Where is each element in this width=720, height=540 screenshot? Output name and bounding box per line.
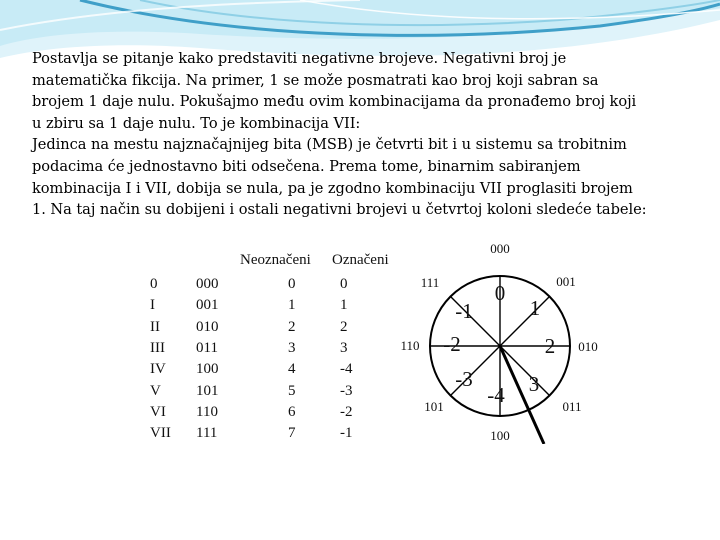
- wheel-code-label: 101: [424, 399, 444, 414]
- paragraph-line: 1. Na taj način su dobijeni i ostali negativni brojevi u četvrtoj koloni sledeće tabele:: [32, 201, 647, 219]
- unsigned-value-cell: 2: [288, 318, 296, 335]
- paragraph-line: u zbiru sa 1 daje nulu. To je kombinacija VII:: [32, 114, 361, 132]
- unsigned-value-cell: 7: [288, 425, 296, 442]
- signed-value-cell: -3: [340, 382, 353, 399]
- bits-cell: 100: [196, 361, 219, 378]
- unsigned-value-cell: 0: [288, 276, 296, 292]
- wheel-number-label: -3: [455, 367, 473, 391]
- wheel-number-label: -1: [455, 299, 473, 323]
- bits-cell: 011: [196, 339, 218, 356]
- unsigned-value-cell: 3: [288, 339, 296, 356]
- signed-value-cell: 2: [340, 318, 348, 335]
- wheel-number-label: 1: [529, 296, 541, 320]
- unsigned-value-cell: 4: [288, 361, 296, 378]
- combination-cell: II: [150, 318, 160, 335]
- wheel-number-label: 2: [544, 334, 556, 358]
- signed-value-cell: 3: [340, 339, 348, 356]
- paragraph-line: matematička fikcija. Na primer, 1 se može posmatrati kao broj koji sabran sa: [32, 71, 599, 89]
- wheel-code-label: 110: [400, 338, 420, 353]
- wheel-code-label: 011: [562, 399, 582, 414]
- wheel-code-label: 001: [556, 274, 576, 289]
- combination-cell: IV: [150, 361, 166, 378]
- signed-value-cell: -1: [340, 425, 353, 442]
- combination-cell: VII: [150, 425, 171, 442]
- signed-value-cell: 1: [340, 297, 348, 314]
- unsigned-value-cell: 1: [288, 297, 296, 314]
- paragraph-line: Postavlja se pitanje kako predstaviti negativne brojeve. Negativni broj je: [32, 50, 567, 67]
- signed-value-cell: -4: [340, 361, 353, 378]
- binary-wheel-diagram: [110, 244, 604, 444]
- wheel-code-label: 111: [420, 275, 440, 290]
- combination-cell: III: [150, 339, 165, 356]
- paragraph-line: Jedinca na mestu najznačajnijeg bita (MSB) je četvrti bit i u sistemu sa trobitnim: [32, 136, 627, 154]
- signed-value-cell: 0: [340, 276, 348, 292]
- column-header-unsigned: Neoznačeni: [240, 252, 311, 268]
- wheel-code-label: 000: [490, 244, 510, 256]
- paragraph-line: brojem 1 daje nulu. Pokušajmo među ovim kombinacijama da pronađemo broj koji: [32, 93, 637, 111]
- bits-cell: 001: [196, 297, 219, 314]
- wheel-number-label: 3: [528, 372, 540, 396]
- combination-cell: VI: [150, 403, 166, 420]
- bits-cell: 000: [196, 276, 219, 292]
- bits-cell: 111: [196, 425, 218, 442]
- wheel-number-label: -2: [443, 332, 461, 356]
- combination-cell: V: [150, 382, 161, 399]
- body-text: [32, 48, 704, 221]
- wheel-code-label: 010: [578, 339, 598, 354]
- unsigned-value-cell: 6: [288, 403, 296, 420]
- wheel-number-label: 0: [494, 281, 506, 305]
- wheel-number-label: -4: [487, 383, 505, 407]
- unsigned-value-cell: 5: [288, 382, 296, 399]
- signed-value-cell: -2: [340, 403, 353, 420]
- paragraph-line: kombinacija I i VII, dobija se nula, pa je zgodno kombinaciju VII proglasiti brojem: [32, 179, 633, 197]
- bits-cell: 110: [196, 403, 218, 420]
- combination-cell: 0: [150, 276, 158, 292]
- bits-cell: 010: [196, 318, 219, 335]
- combination-cell: I: [150, 297, 155, 314]
- wheel-code-label: 100: [490, 428, 510, 443]
- paragraph-line: podacima će jednostavno biti odsečena. Prema tome, binarnim sabiranjem: [32, 157, 581, 175]
- bits-cell: 101: [196, 382, 219, 399]
- column-header-signed: Označeni: [332, 252, 389, 268]
- number-representation-figure: [110, 244, 604, 444]
